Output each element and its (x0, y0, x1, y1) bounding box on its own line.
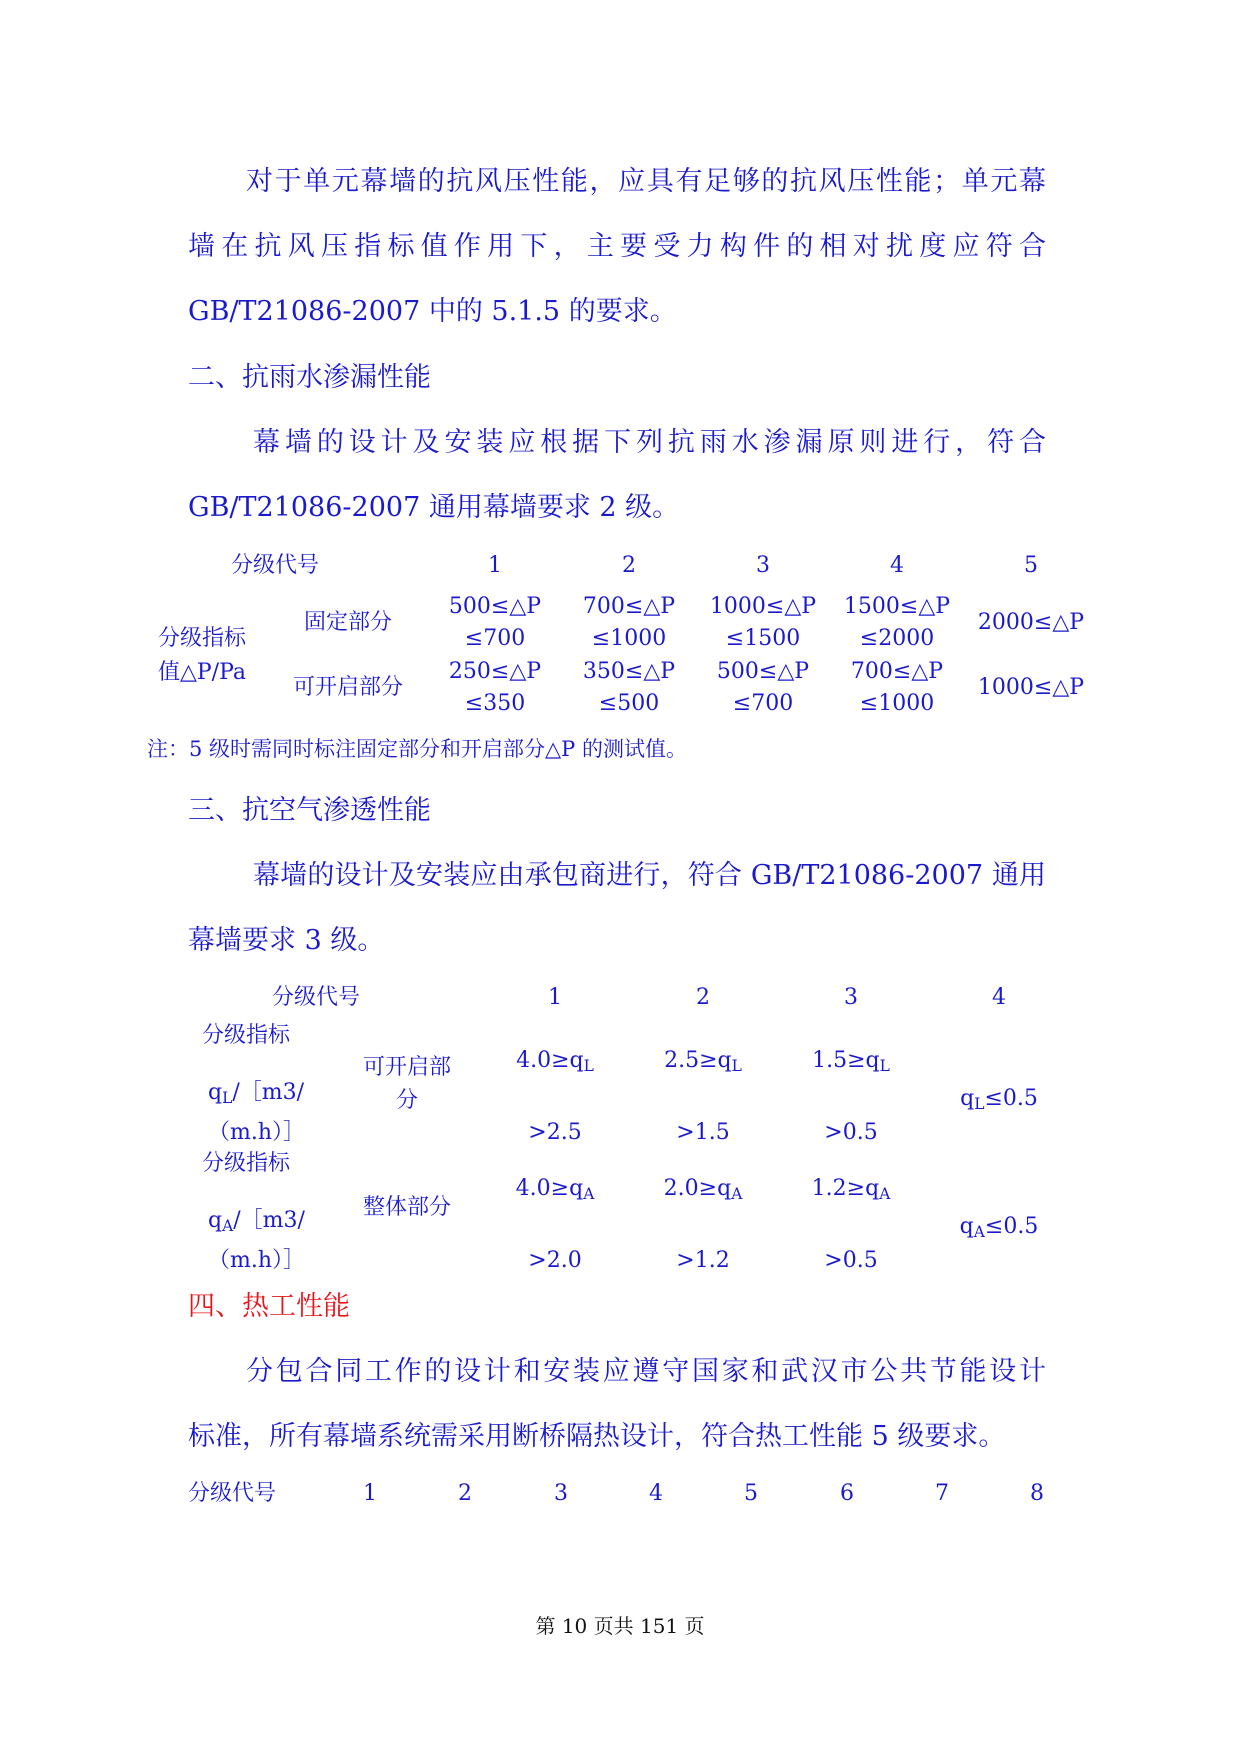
table2-cell: $1.2\ge q_A$ (811, 1176, 891, 1203)
table2-grade: 3 (844, 985, 858, 1010)
table3-grade: 3 (554, 1481, 568, 1506)
table3-grade: 1 (363, 1481, 377, 1506)
table1-part-label: 固定部分 (303, 610, 392, 635)
paragraph-1-line-1: 对于单元幕墙的抗风压性能，应具有足够的抗风压性能；单元幕 (246, 166, 1046, 197)
table1-note: 注：5 级时需同时标注固定部分和开启部分△P 的测试值。 (147, 737, 687, 761)
paragraph-3-line-1: 幕墙的设计及安装应由承包商进行，符合 GB/T21086-2007 通用 (253, 860, 1047, 891)
table2-cell: $4.0\ge q_L$ (516, 1048, 594, 1075)
table3-grade: 5 (744, 1481, 758, 1506)
table2-cell: >1.5 (676, 1120, 730, 1145)
paragraph-4-line-1: 分包合同工作的设计和安装应遵守国家和武汉市公共节能设计 (246, 1356, 1046, 1387)
table2-row1-part-a: 可开启部 (362, 1055, 451, 1080)
table2-grade: 2 (696, 985, 710, 1010)
table1-cell: ≤2000 (859, 626, 935, 651)
page-footer: 第 10 页共 151 页 (535, 1614, 705, 1638)
table1-cell: 500≤△P (716, 659, 810, 684)
table2-row2-part: 整体部分 (362, 1195, 451, 1220)
table2-cell: >2.0 (528, 1248, 582, 1273)
table2-cell: >0.5 (824, 1248, 878, 1273)
table1-cell: 700≤△P (850, 659, 944, 684)
paragraph-4-line-2: 标准，所有幕墙系统需采用断桥隔热设计，符合热工性能 5 级要求。 (188, 1421, 1006, 1452)
table2-grade: 4 (992, 985, 1006, 1010)
table2-cell: $2.0\ge q_A$ (663, 1176, 743, 1203)
table1-grade: 4 (890, 553, 904, 578)
table1-grade: 5 (1024, 553, 1038, 578)
table2-cell: $2.5\ge q_L$ (664, 1048, 742, 1075)
table2-row1-label-b: $q_L/[m3/$ (208, 1080, 305, 1107)
section-heading-3: 三、抗空气渗透性能 (188, 795, 431, 826)
table2-header-label: 分级代号 (272, 985, 361, 1010)
table3-grade: 7 (935, 1481, 949, 1506)
section-heading-2: 二、抗雨水渗漏性能 (188, 362, 431, 393)
paragraph-2-line-2: GB/T21086-2007 通用幕墙要求 2 级。 (188, 492, 680, 523)
table2-cell: $q_L\le 0.5$ (960, 1086, 1038, 1113)
table1-row-label-1: 分级指标 (157, 626, 246, 651)
table1-cell: ≤350 (464, 691, 526, 716)
table1-cell: 500≤△P (448, 594, 542, 619)
table3-grade: 2 (458, 1481, 472, 1506)
table1-cell: 1500≤△P (843, 594, 951, 619)
table3-grade: 6 (840, 1481, 854, 1506)
table1-grade: 2 (622, 553, 636, 578)
table2-cell: $1.5\ge q_L$ (812, 1048, 890, 1075)
table1-cell: ≤500 (598, 691, 660, 716)
table1-cell: 700≤△P (582, 594, 676, 619)
table2-cell: $q_A\le 0.5$ (959, 1214, 1039, 1241)
table2-row1-label-a: 分级指标 (202, 1023, 291, 1048)
table3-grade: 4 (649, 1481, 663, 1506)
paragraph-2-line-1: 幕墙的设计及安装应根据下列抗雨水渗漏原则进行，符合 (253, 427, 1046, 458)
table1-grade: 3 (756, 553, 770, 578)
table1-header-label: 分级代号 (231, 553, 320, 578)
table2-cell: >0.5 (824, 1120, 878, 1145)
table2-cell: >1.2 (676, 1248, 730, 1273)
table1-part-label: 可开启部分 (292, 675, 403, 700)
table2-row2-label-b: $q_A/[m3/$ (208, 1208, 305, 1235)
table1-cell: ≤700 (464, 626, 526, 651)
table1-cell: 1000≤△P (977, 675, 1085, 700)
table1-cell: ≤1000 (591, 626, 667, 651)
table2-row2-label-a: 分级指标 (202, 1151, 291, 1176)
table1-cell: 1000≤△P (709, 594, 817, 619)
table1-cell: ≤1500 (725, 626, 801, 651)
table2-row1-label-c: （m.h）］ (208, 1120, 306, 1145)
table1-cell: 2000≤△P (977, 610, 1085, 635)
section-heading-4: 四、热工性能 (188, 1291, 350, 1322)
table1-cell: 350≤△P (582, 659, 676, 684)
table2-grade: 1 (548, 985, 562, 1010)
paragraph-3-line-2: 幕墙要求 3 级。 (188, 925, 385, 956)
table3-grade: 8 (1030, 1481, 1044, 1506)
table3-header-label: 分级代号 (188, 1481, 277, 1506)
table1-grade: 1 (488, 553, 502, 578)
table2-cell: $4.0\ge q_A$ (515, 1176, 595, 1203)
table1-cell: 250≤△P (448, 659, 542, 684)
paragraph-1-line-3: GB/T21086-2007 中的 5.1.5 的要求。 (188, 296, 677, 327)
table2-row2-label-c: （m.h）］ (208, 1248, 306, 1273)
table1-cell: ≤700 (732, 691, 794, 716)
table2-row1-part-b: 分 (395, 1088, 418, 1113)
table1-row-label-2: 值△P/Pa (157, 660, 247, 685)
table2-cell: >2.5 (528, 1120, 582, 1145)
table1-cell: ≤1000 (859, 691, 935, 716)
paragraph-1-line-2: 墙在抗风压指标值作用下，主要受力构件的相对扰度应符合 (188, 231, 1046, 262)
